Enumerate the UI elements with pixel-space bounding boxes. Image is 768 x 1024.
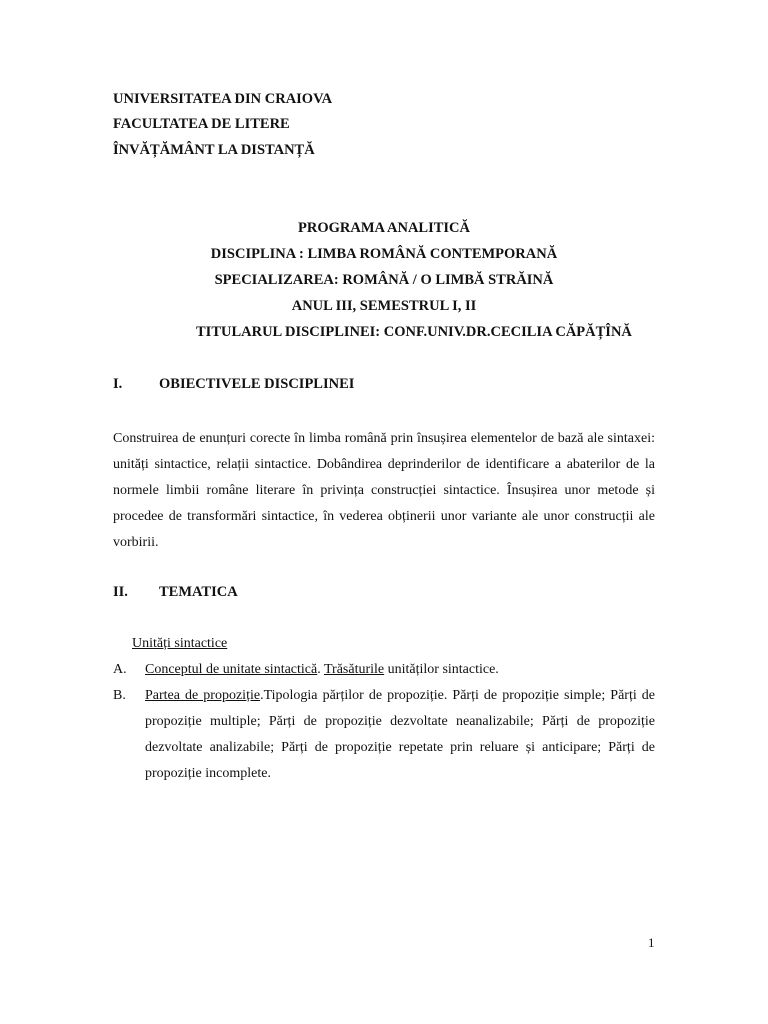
item-a-text (145, 662, 499, 678)
program-holder: TITULARUL DISCIPLINEI: CONF.UNIV.DR.CECILIA CĂPĂȚÎNĂ (196, 324, 632, 340)
section-1-number: I. (113, 376, 123, 392)
program-title: PROGRAMA ANALITICĂ (298, 220, 470, 236)
item-b-letter: B. (113, 688, 126, 703)
section-1-title: OBIECTIVELE DISCIPLINEI (159, 376, 355, 392)
item-a-link-traits[interactable]: Trăsăturile (323, 662, 385, 677)
item-a-separator: . (317, 662, 324, 677)
program-specialization: SPECIALIZAREA: ROMÂNĂ / O LIMBĂ STRĂINĂ (214, 272, 554, 288)
education-mode: ÎNVĂȚĂMÂNT LA DISTANȚĂ (113, 142, 315, 158)
item-a-rest: unităților sintactice. (384, 662, 499, 677)
page-number: 1 (648, 935, 655, 950)
item-b-link-part[interactable]: Partea de propoziție (145, 688, 261, 703)
program-year: ANUL III, SEMESTRUL I, II (291, 298, 477, 314)
section-2-number: II. (113, 584, 128, 600)
item-a-letter: A. (113, 662, 127, 677)
faculty-name: FACULTATEA DE LITERE (113, 116, 290, 132)
section-2-title: TEMATICA (159, 584, 238, 600)
university-name: UNIVERSITATEA DIN CRAIOVA (113, 91, 333, 107)
program-discipline: DISCIPLINA : LIMBA ROMÂNĂ CONTEMPORANĂ (210, 246, 558, 262)
section-1-body: Construirea de enunțuri corecte în limba română prin însușirea elementelor de bază ale sintaxei: unități sintactice, relații sintactice. Dobândirea deprinderilor de identificare a abaterilor de la normele limbii române literare în privința construcției sintactice. Însușirea unor metode și procedee de transformări sintactice, în vederea obținerii unor variante ale unor construcții ale vorbirii. (113, 431, 655, 550)
item-a-link-concept[interactable]: Conceptul de unitate sintactică (145, 662, 318, 677)
section-2-subtitle: Unități sintactice (132, 636, 228, 651)
item-b-text (145, 683, 655, 787)
item-b-rest: .Tipologia părților de propoziție. Părți de propoziție simple; Părți de propoziție multiple; Părți de propoziție dezvoltate neanalizabile; Părți de propoziție dezvoltate analizabile; Părți de propoziție repetate prin reluare și anticipare; Părți de propoziție incomplete. (145, 688, 656, 781)
